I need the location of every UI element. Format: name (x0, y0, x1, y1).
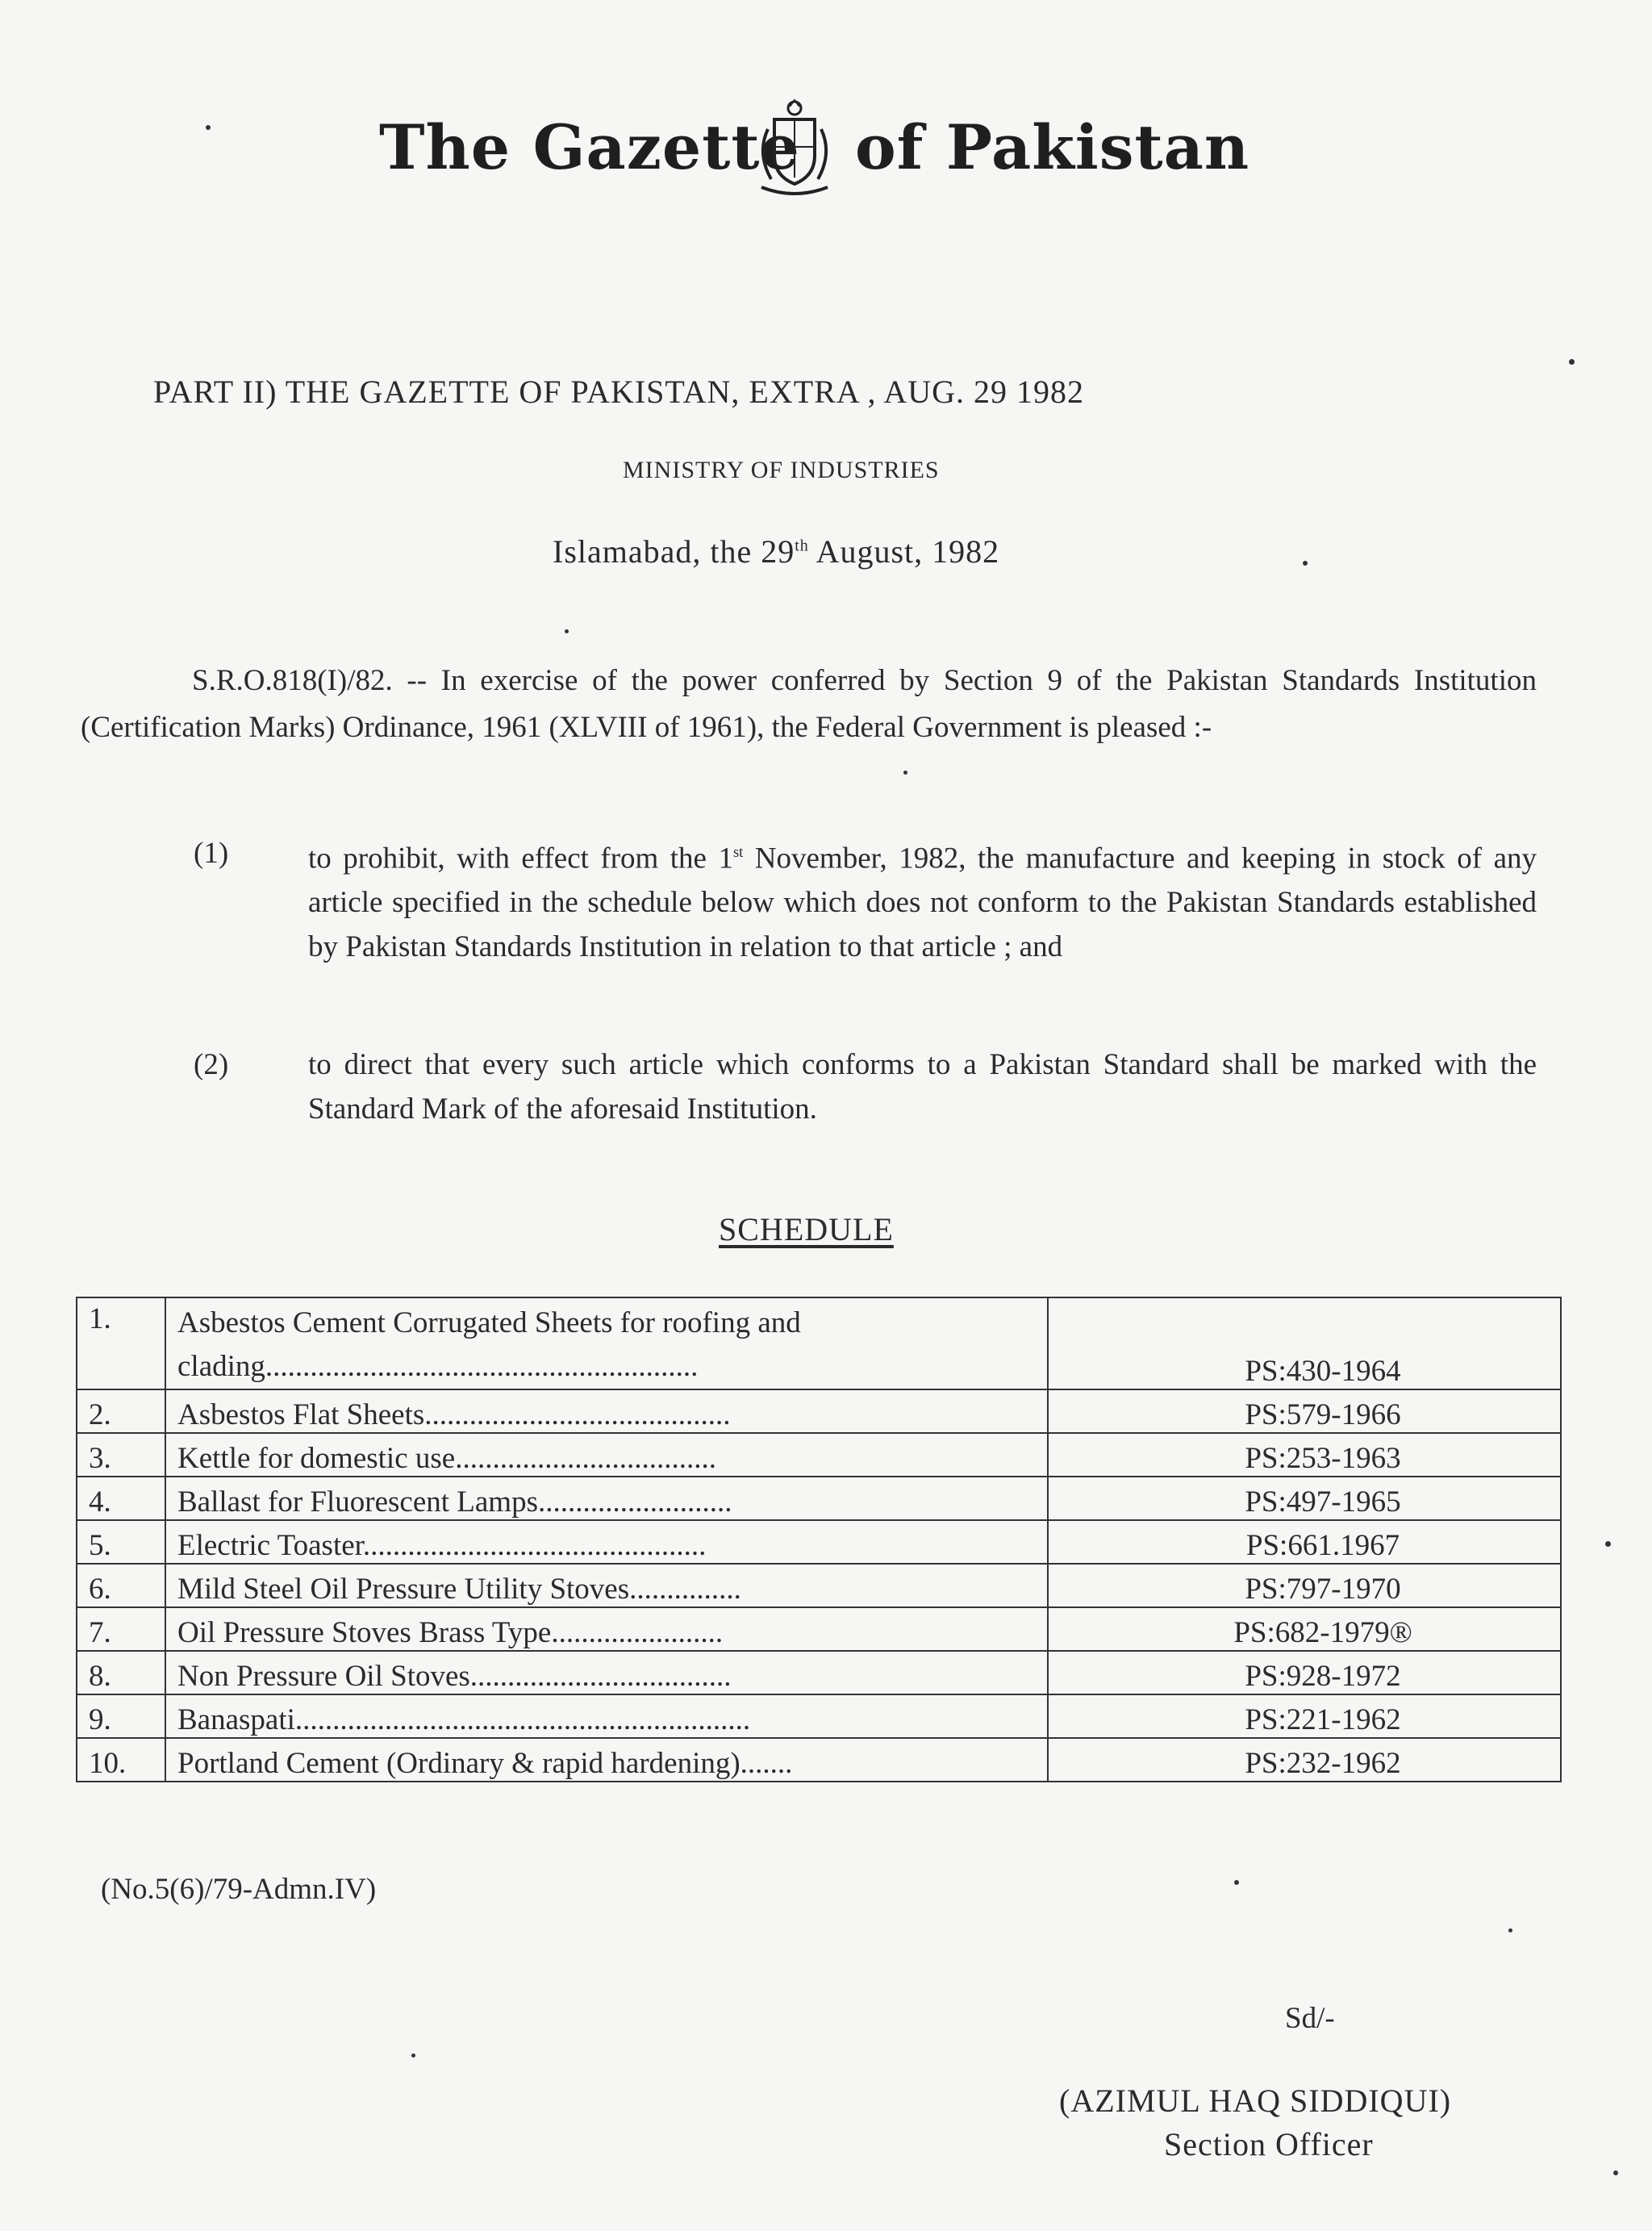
masthead-title-left: The Gazette (379, 111, 800, 183)
schedule-table (76, 1297, 1562, 1782)
row-standard: PS:661.1967 (1048, 1520, 1561, 1564)
table-row (77, 1607, 1561, 1651)
row-item: Asbestos Flat Sheets......................................... (165, 1389, 1048, 1433)
row-item: Portland Cement (Ordinary & rapid hardening)....... (165, 1738, 1048, 1782)
place-date-sup: th (795, 537, 809, 555)
state-emblem-icon (750, 97, 839, 202)
table-row (77, 1477, 1561, 1520)
row-number: 5. (77, 1520, 165, 1564)
row-number: 3. (77, 1433, 165, 1477)
row-standard: PS:232-1962 (1048, 1738, 1561, 1782)
row-number: 2. (77, 1389, 165, 1433)
row-standard: PS:682-1979® (1048, 1607, 1561, 1651)
notification-body (81, 658, 1537, 751)
row-number: 1. (77, 1297, 165, 1389)
clause-text (308, 831, 1537, 969)
table-row (77, 1564, 1561, 1607)
row-item: Kettle for domestic use................................... (165, 1433, 1048, 1477)
table-row (77, 1389, 1561, 1433)
row-item: Non Pressure Oil Stoves................................... (165, 1651, 1048, 1694)
table-row (77, 1738, 1561, 1782)
row-standard: PS:579-1966 (1048, 1389, 1561, 1433)
signatory-designation: Section Officer (1164, 2126, 1374, 2162)
row-number: 9. (77, 1694, 165, 1738)
row-number: 10. (77, 1738, 165, 1782)
clause-text-prefix: to prohibit, with effect from the 1 (308, 842, 733, 875)
row-number: 4. (77, 1477, 165, 1520)
row-standard: PS:928-1972 (1048, 1651, 1561, 1694)
clause-text-sup: st (732, 845, 744, 861)
row-number: 6. (77, 1564, 165, 1607)
row-item: Electric Toaster.............................................. (165, 1520, 1048, 1564)
row-number: 8. (77, 1651, 165, 1694)
notification-text: S.R.O.818(I)/82. -- In exercise of the power conferred by Section 9 of the Pakistan Standards Institution (Certification Marks) Ordinance, 1961 (XLVIII of 1961), the Federal Government is pleased :- (81, 664, 1537, 744)
table-row (77, 1694, 1561, 1738)
row-item: Banaspati............................................................. (165, 1694, 1048, 1738)
place-date-prefix: Islamabad, the 29 (553, 533, 795, 570)
place-date (553, 533, 999, 570)
table-row (77, 1433, 1561, 1477)
row-item: Mild Steel Oil Pressure Utility Stoves............... (165, 1564, 1048, 1607)
clause-number: (2) (194, 1048, 229, 1081)
table-row (77, 1520, 1561, 1564)
clause-text-suffix: November, 1982, the manufacture and keeping in stock of any article specified in the schedule below which does not conform to the Pakistan Standards established by Pakistan Standards Institution in relation to that article ; and (308, 842, 1537, 964)
row-item: Asbestos Cement Corrugated Sheets for roofing and clading.......................................................... (165, 1297, 1048, 1389)
row-standard: PS:797-1970 (1048, 1564, 1561, 1607)
schedule-heading: SCHEDULE (719, 1211, 894, 1247)
clause-text: to direct that every such article which conforms to a Pakistan Standard shall be marked with the Standard Mark of the aforesaid Institution. (308, 1048, 1537, 1126)
row-number: 7. (77, 1607, 165, 1651)
row-item: Ballast for Fluorescent Lamps.......................... (165, 1477, 1048, 1520)
clause-1 (194, 831, 1537, 1017)
signed-mark: Sd/- (1285, 2002, 1335, 2035)
table-row (77, 1297, 1561, 1389)
row-standard: PS:497-1965 (1048, 1477, 1561, 1520)
clause-number: (1) (194, 837, 229, 870)
row-item: Oil Pressure Stoves Brass Type....................... (165, 1607, 1048, 1651)
row-standard: PS:430-1964 (1048, 1297, 1561, 1389)
masthead-title-right: of Pakistan (855, 111, 1250, 183)
signatory-name: (AZIMUL HAQ SIDDIQUI) (1059, 2083, 1452, 2119)
file-reference: (No.5(6)/79-Admn.IV) (101, 1873, 377, 1906)
part-line: PART II) THE GAZETTE OF PAKISTAN, EXTRA , AUG. 29 1982 (153, 374, 1084, 410)
ministry-name: MINISTRY OF INDUSTRIES (623, 457, 940, 483)
row-standard: PS:253-1963 (1048, 1433, 1561, 1477)
clause-2 (194, 1042, 1537, 1139)
gazette-masthead (371, 97, 1274, 202)
table-row (77, 1651, 1561, 1694)
row-standard: PS:221-1962 (1048, 1694, 1561, 1738)
place-date-suffix: August, 1982 (808, 533, 1000, 570)
